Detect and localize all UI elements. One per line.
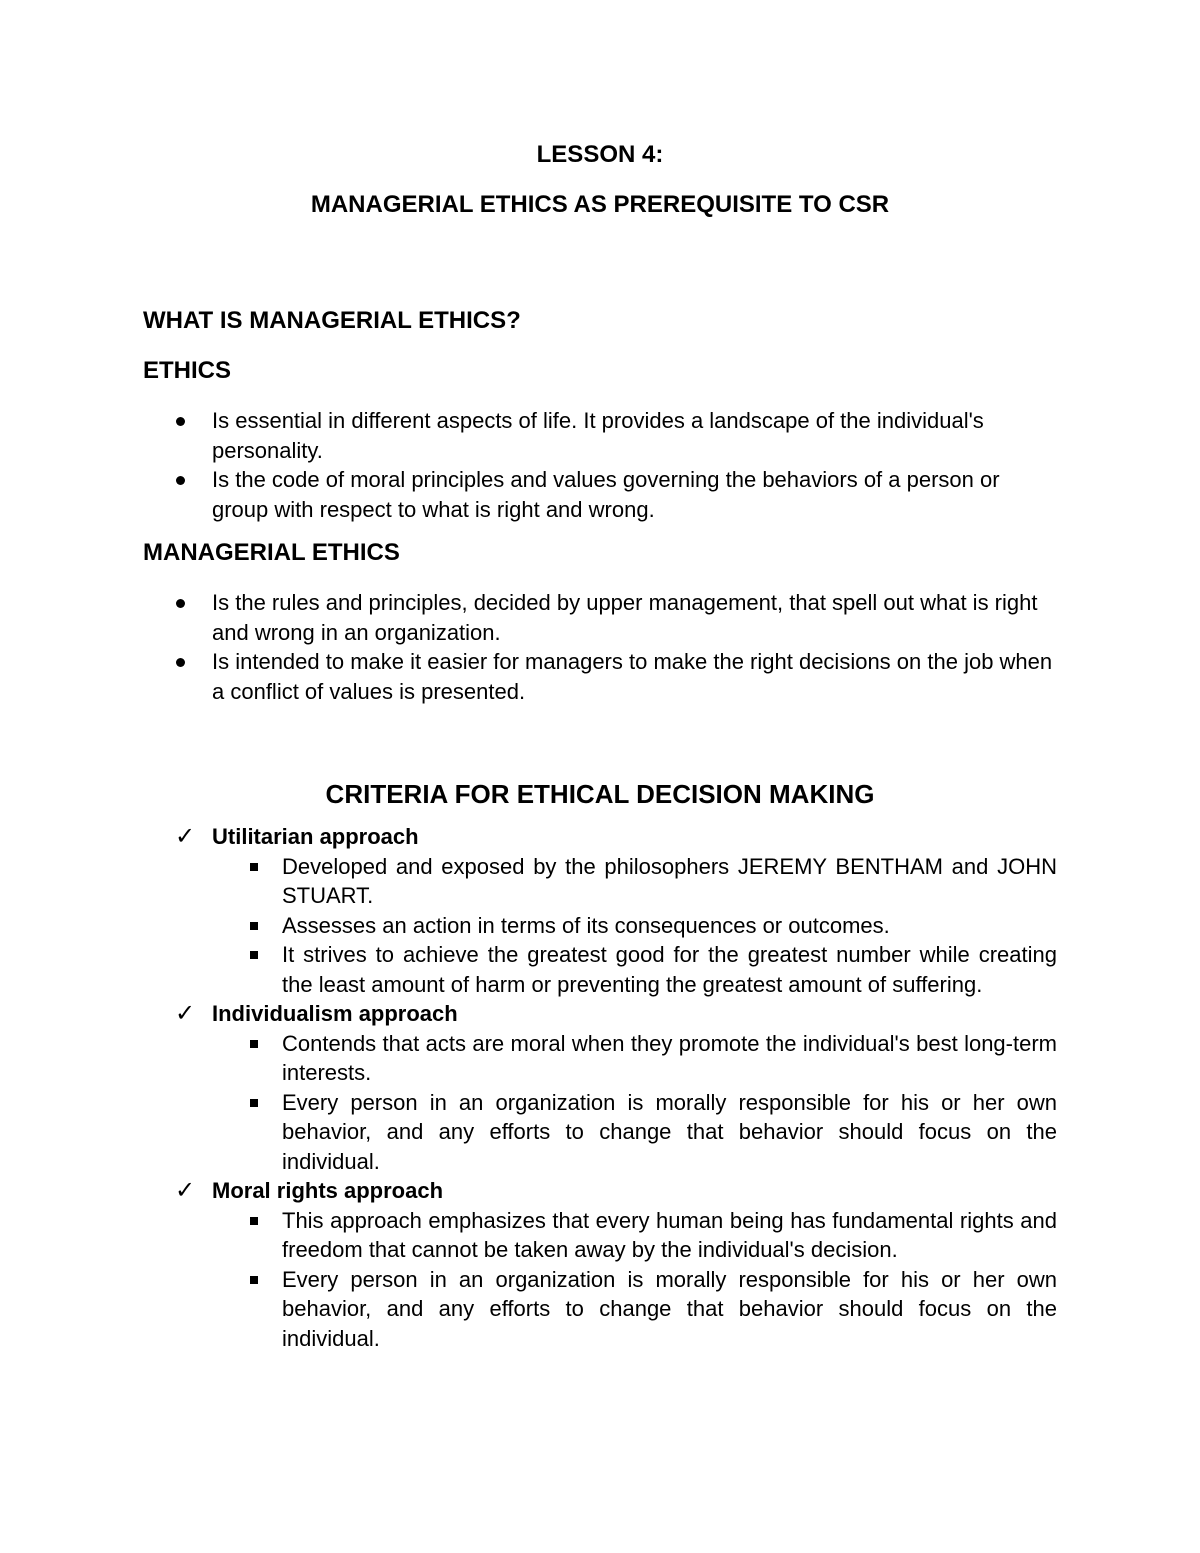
bullet-dot-icon: [176, 417, 185, 426]
bullet-dot-icon: [176, 658, 185, 667]
approach-points: [143, 1029, 1057, 1177]
list-item: [143, 465, 1057, 524]
lesson-subtitle: MANAGERIAL ETHICS AS PREREQUISITE TO CSR: [310, 191, 890, 218]
square-bullet-icon: [250, 1276, 258, 1284]
list-item: [143, 1029, 1057, 1088]
criteria-heading: CRITERIA FOR ETHICAL DECISION MAKING: [325, 779, 875, 809]
list-item-text: Developed and exposed by the philosophers JEREMY BENTHAM and JOHN STUART.: [282, 853, 1057, 908]
list-item-text: Contends that acts are moral when they promote the individual's best long-term interests.: [282, 1030, 1057, 1085]
approach-title: Individualism approach: [212, 1001, 458, 1026]
list-item: [143, 852, 1057, 911]
square-bullet-icon: [250, 1217, 258, 1225]
list-item: [143, 647, 1057, 706]
square-bullet-icon: [250, 922, 258, 930]
list-item-text: Is essential in different aspects of life. It provides a landscape of the individual's personality.: [212, 408, 984, 463]
list-item: [143, 940, 1057, 999]
square-bullet-icon: [250, 863, 258, 871]
approach-points: [143, 1206, 1057, 1354]
approach-individualism: [143, 999, 1057, 1176]
list-item: [143, 406, 1057, 465]
ethics-heading: ETHICS: [143, 357, 232, 384]
document-page: [143, 140, 1057, 1353]
lesson-title: LESSON 4:: [536, 141, 664, 168]
list-item-text: It strives to achieve the greatest good for the greatest number while creating the least amount of harm or preventing the greatest amount of suffering.: [282, 942, 1057, 997]
managerial-ethics-heading: MANAGERIAL ETHICS: [143, 539, 400, 566]
square-bullet-icon: [250, 1040, 258, 1048]
approach-title: Utilitarian approach: [212, 824, 419, 849]
square-bullet-icon: [250, 951, 258, 959]
approach-list: [143, 822, 1057, 1353]
list-item-text: Every person in an organization is morally responsible for his or her own behavior, and any efforts to change that behavior should focus on the individual.: [282, 1089, 1057, 1174]
list-item: [143, 1206, 1057, 1265]
approach-utilitarian: [143, 822, 1057, 999]
list-item: [143, 1265, 1057, 1354]
list-item-text: Is the code of moral principles and values governing the behaviors of a person or group with respect to what is right and wrong.: [212, 467, 1000, 522]
ethics-bullet-list: [143, 406, 1057, 524]
bullet-dot-icon: [176, 599, 185, 608]
approach-title: Moral rights approach: [212, 1178, 444, 1203]
managerial-ethics-bullet-list: [143, 588, 1057, 706]
square-bullet-icon: [250, 1099, 258, 1107]
list-item-text: This approach emphasizes that every human being has fundamental rights and freedom that cannot be taken away by the individual's decision.: [282, 1207, 1057, 1262]
bullet-dot-icon: [176, 476, 185, 485]
question-heading: WHAT IS MANAGERIAL ETHICS?: [143, 307, 521, 334]
check-mark-icon: ✓: [175, 1177, 196, 1204]
approach-points: [143, 852, 1057, 1000]
approach-moral-rights: [143, 1176, 1057, 1353]
check-mark-icon: ✓: [175, 823, 196, 850]
check-mark-icon: ✓: [175, 1000, 196, 1027]
list-item-text: Assesses an action in terms of its consequences or outcomes.: [282, 912, 890, 938]
list-item-text: Is intended to make it easier for managers to make the right decisions on the job when a conflict of values is presented.: [212, 649, 1053, 704]
list-item-text: Is the rules and principles, decided by upper management, that spell out what is right and wrong in an organization.: [212, 590, 1038, 645]
list-item-text: Every person in an organization is morally responsible for his or her own behavior, and any efforts to change that behavior should focus on the individual.: [282, 1266, 1057, 1351]
list-item: [143, 911, 1057, 941]
list-item: [143, 588, 1057, 647]
list-item: [143, 1088, 1057, 1177]
